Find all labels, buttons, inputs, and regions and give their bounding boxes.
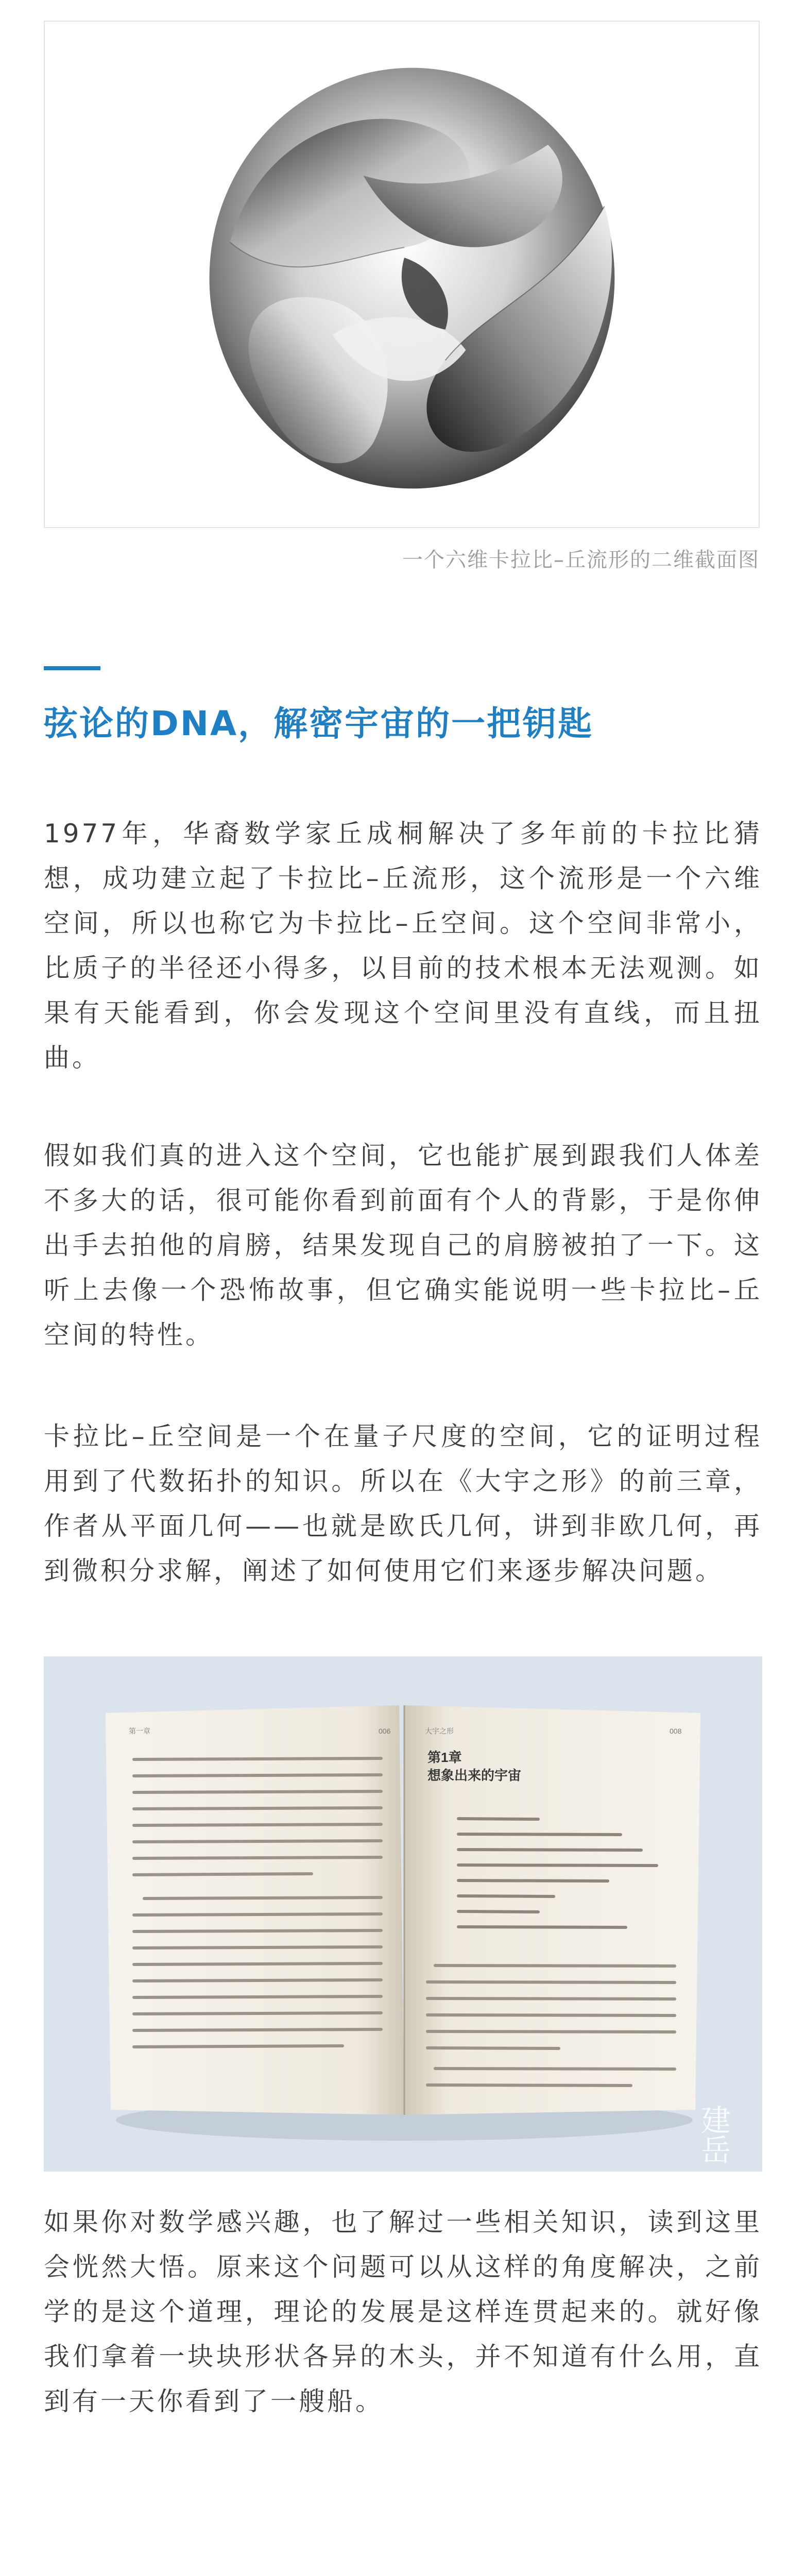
left-page-header: 第一章 — [129, 1727, 150, 1735]
right-page-number: 008 — [670, 1727, 682, 1735]
left-page-number: 006 — [379, 1727, 391, 1735]
paragraph-4: 如果你对数学感兴趣，也了解过一些相关知识，读到这里会恍然大悟。原来这个问题可以从这样的角度解决，之前学的是这个道理，理论的发展是这样连贯起来的。就好像我们拿着一块块形状各异的木头，并不知道有什么用，直到有一天你看到了一艘船。 — [44, 2207, 762, 2416]
paragraph-3: 卡拉比–丘空间是一个在量子尺度的空间，它的证明过程用到了代数拓扑的知识。所以在《大宇之形》的前三章，作者从平面几何——也就是欧氏几何，讲到非欧几何，再到微积分求解，阐述了如何使用它们来逐步解决问题。 — [44, 1421, 762, 1586]
right-page-header: 大宇之形 — [425, 1727, 454, 1735]
figure-caption: 一个六维卡拉比–丘流形的二维截面图 — [402, 548, 760, 572]
paragraph-1: 1977年，华裔数学家丘成桐解决了多年前的卡拉比猜想，成功建立起了卡拉比–丘流形，这个流形是一个六维空间，所以也称它为卡拉比–丘空间。这个空间非常小，比质子的半径还小得多，以目前的技术根本无法观测。如果有天能看到，你会发现这个空间里没有直线，而且扭曲。 — [44, 819, 762, 1073]
paragraph-5 — [44, 2571, 762, 2576]
book-photo — [44, 1656, 762, 2172]
photo-watermark: 建岳 — [696, 2105, 731, 2164]
chapter-label: 第1章 — [427, 1750, 462, 1765]
calabi-yau-illustration — [45, 22, 759, 527]
section-accent-bar — [44, 666, 100, 670]
left-page — [106, 1705, 404, 2115]
chapter-title: 想象出来的宇宙 — [427, 1768, 522, 1783]
open-book-illustration — [44, 1656, 762, 2172]
right-page — [404, 1705, 700, 2115]
section-title: 弦论的DNA，解密宇宙的一把钥匙 — [44, 704, 594, 743]
paragraph-2: 假如我们真的进入这个空间，它也能扩展到跟我们人体差不多大的话，很可能你看到前面有个人的背影，于是你伸出手去拍他的肩膀，结果发现自己的肩膀被拍了一下。这听上去像一个恐怖故事，但它确实能说明一些卡拉比–丘空间的特性。 — [44, 1141, 762, 1350]
manifold-figure — [44, 21, 760, 528]
manifold-shape — [210, 68, 615, 489]
